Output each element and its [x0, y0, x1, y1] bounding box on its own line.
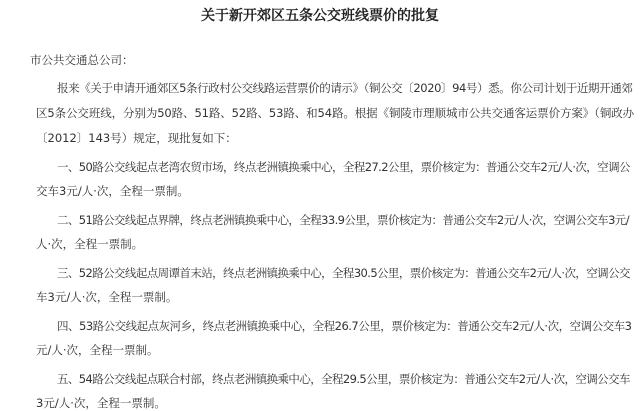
item-line: 三、52路公交线起点周谭首末站，终点老洲镇换乘中心，全程30.5公里，票价核定为：普通公交车2元/人·次，空调公交 [57, 266, 630, 280]
intro-line: 报来《关于申请开通郊区5条行政村公交线路运营票价的请示》（铜公交〔2020〕94号）悉。你公司计划于近期开通郊 [57, 81, 633, 95]
item-line: 车3元/人·次，全程一票制。 [36, 290, 178, 304]
item-line: 3元/人·次，全程一票制。 [36, 396, 166, 410]
intro-line: 区5条公交班线，分别为50路、51路、52路、53路、和54路。根据《铜陵市理顺城市公共交通客运票价方案》（铜政办 [36, 106, 635, 120]
item-line: 一、50路公交线起点老湾农贸市场，终点老洲镇换乘中心，全程27.2公里，票价核定为：普通公交车2元/人·次，空调公 [57, 160, 630, 174]
item-line: 元/人·次，全程一票制。 [36, 343, 159, 357]
item-line: 五、54路公交线起点联合村部，终点老洲镇换乘中心，全程29.5公里，票价核定为：普通公交车2元/人·次，空调公交车 [57, 372, 630, 386]
item-line: 四、53路公交线起点灰河乡，终点老洲镇换乘中心，全程26.7公里，票价核定为：普通公交车2元/人·次，空调公交车3 [57, 319, 632, 333]
item-line: 二、51路公交线起点界牌，终点老洲镇换乘中心，全程33.9公里，票价核定为：普通公交车2元/人·次，空调公交车3元/ [57, 213, 629, 227]
intro-line: 〔2012〕143号）规定，现批复如下： [36, 131, 237, 145]
item-line: 交车3元/人·次，全程一票制。 [36, 184, 189, 198]
salutation: 市公共交通总公司： [30, 53, 134, 67]
item-line: 人·次，全程一票制。 [36, 237, 144, 251]
document-title: 关于新开郊区五条公交班线票价的批复 [201, 8, 439, 24]
